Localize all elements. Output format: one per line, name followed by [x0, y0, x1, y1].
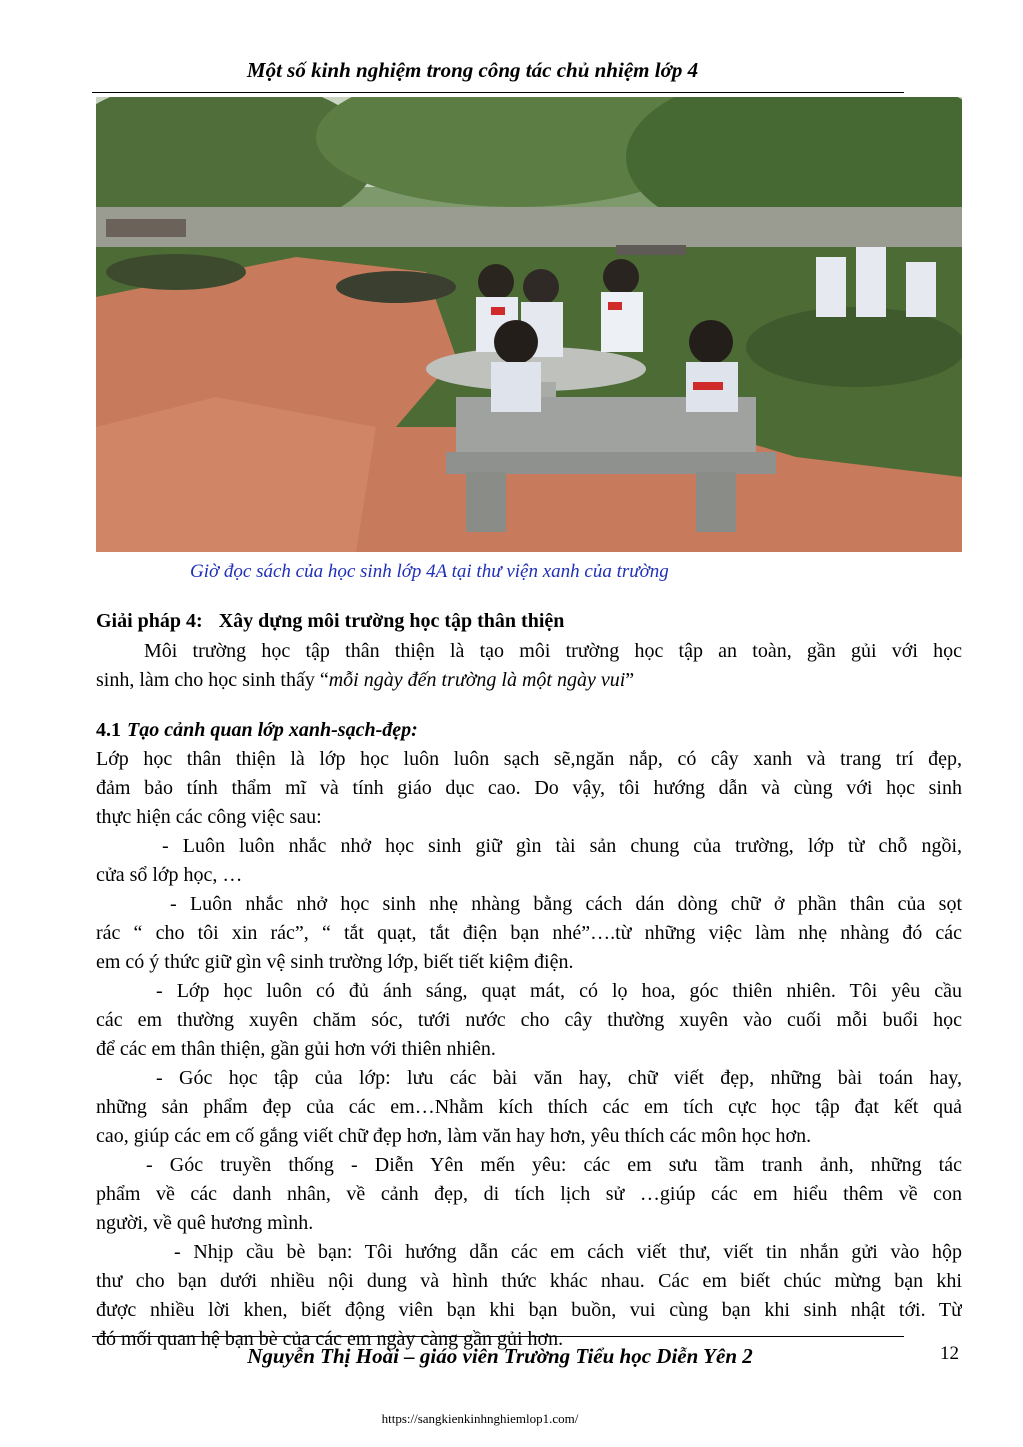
section-4-1-body	[96, 745, 962, 1354]
intro-line: Môi trường học tập thân thiện là tạo môi trường học tập an toàn, gần gủi với học	[144, 640, 962, 662]
page-number: 12	[940, 1343, 959, 1364]
paragraph-line: - Góc truyền thống - Diễn Yên mến yêu: các em sưu tầm tranh ảnh, những tác	[146, 1154, 962, 1176]
paragraph-line: đó mối quan hệ bạn bè của các em ngày càng gần gủi hơn.	[96, 1328, 564, 1350]
paragraph-line: những sản phẩm đẹp của các em…Nhằm kích thích các em tích cực học tập đạt kết quả	[96, 1096, 962, 1118]
paragraph-line: - Luôn nhắc nhở học sinh nhẹ nhàng bằng cách dán dòng chữ ở phần thân của sọt	[170, 893, 962, 915]
paragraph-line: phẩm về các danh nhân, về cảnh đẹp, di tích lịch sử …giúp các em hiểu thêm về con	[96, 1183, 962, 1205]
photo-caption: Giờ đọc sách của học sinh lớp 4A tại thư viện xanh của trường	[190, 561, 669, 582]
intro-quote: mỗi ngày đến trường là một ngày vui	[328, 669, 626, 691]
paragraph-line: rác “ cho tôi xin rác”, “ tắt quạt, tắt điện bạn nhé”….từ những việc làm nhẹ nhàng đó các	[96, 922, 962, 944]
paragraph-line: đảm bảo tính thẩm mĩ và tính giáo dục cao. Do vậy, tôi hướng dẫn và cùng với học sinh	[96, 777, 962, 799]
paragraph-line: các em thường xuyên chăm sóc, tưới nước cho cây thường xuyên vào cuối mỗi buổi học	[96, 1009, 962, 1031]
section-heading-4	[96, 610, 564, 633]
footer-author: Nguyễn Thị Hoài – giáo viên Trường Tiểu học Diễn Yên 2	[247, 1344, 753, 1368]
paragraph-line: - Góc học tập của lớp: lưu các bài văn hay, chữ viết đẹp, những bài toán hay,	[156, 1067, 962, 1089]
library-photo	[96, 97, 962, 552]
paragraph-line: Lớp học thân thiện là lớp học luôn luôn sạch sẽ,ngăn nắp, có cây xanh và trang trí đẹp,	[96, 748, 962, 770]
page-header-title: Một số kinh nghiệm trong công tác chủ nhiệm lớp 4	[246, 58, 699, 82]
source-url-link[interactable]: https://sangkienkinhnghiemlop1.com/	[381, 1411, 579, 1426]
paragraph-line: - Nhịp cầu bè bạn: Tôi hướng dẫn các em cách viết thư, viết tin nhắn gửi vào hộp	[174, 1241, 962, 1263]
paragraph-line: người, về quê hương mình.	[96, 1212, 314, 1234]
paragraph-line: cửa sổ lớp học, …	[96, 864, 243, 886]
subsection-heading-4-1	[96, 719, 418, 742]
footer-divider	[92, 1336, 904, 1337]
paragraph-line: - Luôn luôn nhắc nhở học sinh giữ gìn tài sản chung của trường, lớp từ chỗ ngồi,	[162, 835, 962, 857]
paragraph-line: thực hiện các công việc sau:	[96, 806, 322, 828]
paragraph-line: em có ý thức giữ gìn vệ sinh trường lớp, biết tiết kiệm điện.	[96, 951, 574, 973]
subsection-number: 4.1	[96, 719, 121, 741]
paragraph-line: cao, giúp các em cố gắng viết chữ đẹp hơn, làm văn hay hơn, yêu thích các môn học hơn.	[96, 1125, 812, 1147]
subsection-title: Tạo cảnh quan lớp xanh-sạch-đẹp:	[127, 719, 418, 741]
intro-line	[96, 666, 962, 695]
intro-text: ”	[625, 669, 635, 691]
section-4-intro	[96, 637, 962, 695]
header-divider	[92, 92, 904, 93]
section-heading-text: Xây dựng môi trường học tập thân thiện	[218, 610, 565, 632]
paragraph-line: được nhiều lời khen, biết động viên bạn khi bạn buồn, vui cùng bạn khi sinh nhật tới. Từ	[96, 1299, 962, 1321]
paragraph-line: thư cho bạn dưới nhiều nội dung và hình thức khác nhau. Các em biết chúc mừng bạn khi	[96, 1270, 962, 1292]
paragraph-line: - Lớp học luôn có đủ ánh sáng, quạt mát, có lọ hoa, góc thiên nhiên. Tôi yêu cầu	[156, 980, 962, 1002]
paragraph-line: để các em thân thiện, gần gủi hơn với thiên nhiên.	[96, 1038, 496, 1060]
section-heading-number: Giải pháp 4:	[96, 610, 203, 632]
intro-text: sinh, làm cho học sinh thấy “	[96, 669, 329, 691]
